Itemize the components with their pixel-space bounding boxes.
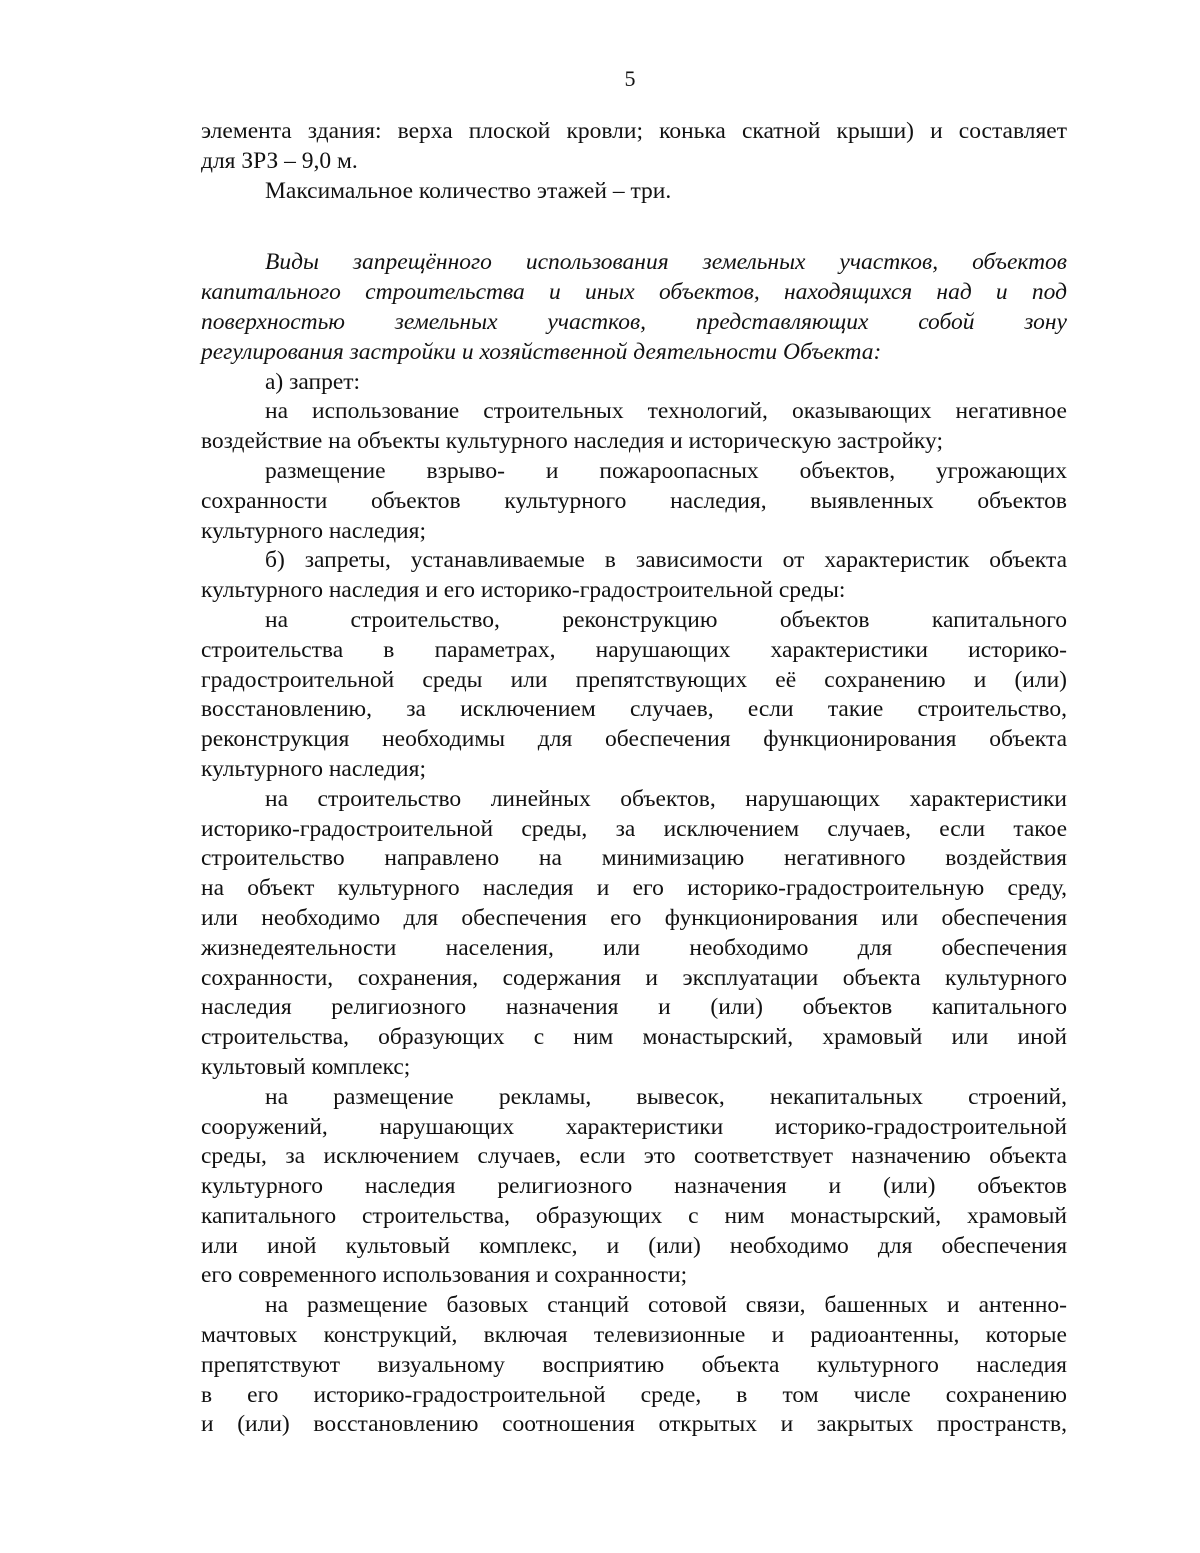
text-line: культурного наследия; [201, 517, 426, 544]
document-body [201, 117, 1067, 1440]
text-line: восстановлению, за исключением случаев, если такие строительство, [201, 696, 1067, 723]
text-line: культурного наследия и его историко-градостроительной среды: [201, 577, 846, 604]
page-number: 5 [624, 66, 636, 91]
text-line: или необходимо для обеспечения его функционирования или обеспечения [201, 904, 1067, 931]
text-line: среды, за исключением случаев, если это соответствует назначению объекта [201, 1143, 1067, 1170]
text-line: жизнедеятельности населения, или необходимо для обеспечения [201, 934, 1067, 961]
text-line: строительство направлено на минимизацию негативного воздействия [201, 845, 1067, 872]
text-line: сооружений, нарушающих характеристики историко-градостроительной [201, 1113, 1067, 1140]
text-line: Максимальное количество этажей – три. [265, 177, 672, 204]
text-line: сохранности, сохранения, содержания и эксплуатации объекта культурного [201, 964, 1067, 991]
text-line: на размещение рекламы, вывесок, некапитальных строений, [265, 1083, 1067, 1110]
text-line: или иной культовый комплекс, и (или) необходимо для обеспечения [201, 1232, 1067, 1259]
text-line: капитального строительства, образующих с ним монастырский, храмовый [201, 1202, 1067, 1229]
text-line: и (или) восстановлению соотношения открытых и закрытых пространств, [201, 1411, 1067, 1438]
text-line: градостроительной среды или препятствующих её сохранению и (или) [201, 666, 1067, 693]
text-line: воздействие на объекты культурного наследия и историческую застройку; [201, 428, 943, 455]
text-line: сохранности объектов культурного наследия, выявленных объектов [201, 487, 1067, 514]
text-line: историко-градостроительной среды, за исключением случаев, если такое [201, 815, 1067, 842]
text-line: препятствуют визуальному восприятию объекта культурного наследия [201, 1351, 1067, 1378]
text-line: реконструкция необходимы для обеспечения функционирования объекта [201, 726, 1067, 753]
text-line: культовый комплекс; [201, 1053, 411, 1080]
text-line: б) запреты, устанавливаемые в зависимости от характеристик объекта [265, 547, 1067, 574]
text-line: культурного наследия религиозного назначения и (или) объектов [201, 1173, 1067, 1200]
text-line: Виды запрещённого использования земельных участков, объектов [265, 249, 1067, 276]
text-line: элемента здания: верха плоской кровли; конька скатной крыши) и составляет [201, 118, 1067, 144]
text-line: а) запрет: [265, 368, 361, 395]
text-line: мачтовых конструкций, включая телевизионные и радиоантенны, которые [201, 1322, 1067, 1349]
text-line: наследия религиозного назначения и (или) объектов капитального [201, 994, 1067, 1021]
text-line: размещение взрыво- и пожароопасных объектов, угрожающих [265, 457, 1067, 484]
text-line: поверхностью земельных участков, представляющих собой зону [201, 308, 1067, 335]
text-line: строительства в параметрах, нарушающих характеристики историко- [201, 636, 1067, 663]
text-line: на использование строительных технологий, оказывающих негативное [265, 398, 1067, 425]
paragraph-gap [201, 206, 1067, 248]
text-line: на строительство линейных объектов, нарушающих характеристики [265, 785, 1067, 812]
text-line: в его историко-градостроительной среде, в том числе сохранению [201, 1381, 1067, 1408]
text-line: на размещение базовых станций сотовой связи, башенных и антенно- [265, 1292, 1067, 1319]
text-line: капитального строительства и иных объектов, находящихся над и под [201, 279, 1067, 306]
text-line: регулирования застройки и хозяйственной деятельности Объекта: [201, 338, 882, 365]
text-line: культурного наследия; [201, 755, 426, 782]
text-line: для ЗРЗ – 9,0 м. [201, 147, 358, 174]
text-line: его современного использования и сохранности; [201, 1262, 688, 1289]
text-line: на строительство, реконструкцию объектов капитального [265, 606, 1067, 633]
text-line: на объект культурного наследия и его историко-градостроительную среду, [201, 875, 1067, 902]
text-line: строительства, образующих с ним монастырский, храмовый или иной [201, 1024, 1067, 1051]
